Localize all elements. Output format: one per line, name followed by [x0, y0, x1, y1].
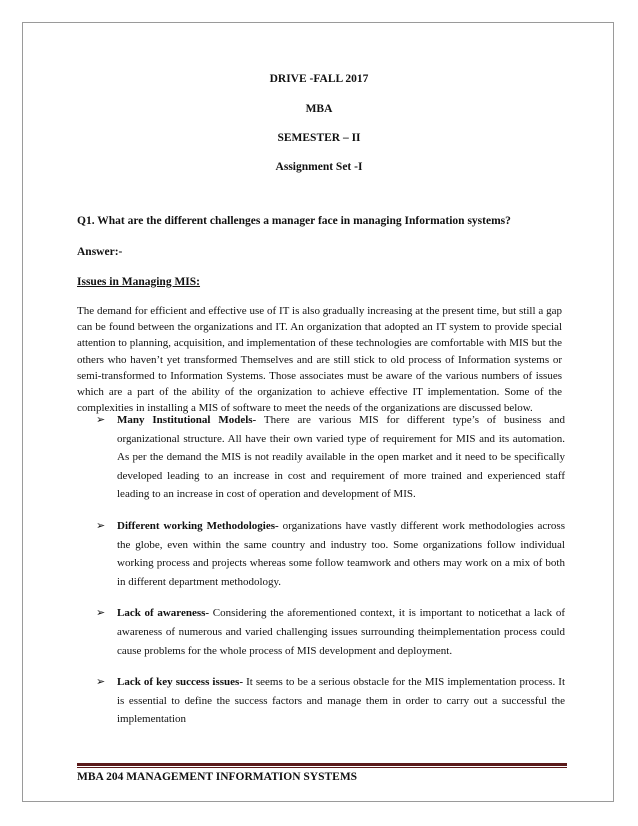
arrow-bullet-icon: ➢: [96, 607, 106, 620]
answer-label: Answer:-: [77, 246, 123, 258]
section-heading: Issues in Managing MIS:: [77, 276, 201, 288]
bullet-text: There are various MIS for different type’s of business and organizational structure. All have their own varied type of requirement for MIS and its automation. As per the demand the MIS is not readily available in the open market and it need to be specifically developed leading to an increase in cost and requirement of more trained and experienced staff leading to an increase in cost of operation and development of MIS.: [117, 414, 565, 501]
bullet-title: Different working Methodologies-: [117, 519, 279, 532]
bullet-text: It seems to be a serious obstacle for the MIS implementation process. It is essential to define the success factors and manage them in order to carry out a successful the implementation: [117, 676, 566, 726]
footer-text: MBA 204 MANAGEMENT INFORMATION SYSTEMS: [77, 771, 358, 783]
bullet-text: organizations have vastly different work methodologies across the globe, even within the same country and industry too. Some organizations follow individual working process and projects whereas some follow teamwork and others may work on a mix of both in different department methodology.: [117, 519, 565, 588]
header-line-4: Assignment Set -I: [275, 161, 363, 173]
bullet-list: [77, 411, 565, 742]
intro-paragraph: The demand for efficient and effective use of IT is also gradually increasing at the present time, but still a gap can be found between the organizations and IT. An organization that adopted an IT system to provide special attention to planning, acquisition, and implementation of these technologies are comfortable with MIS but the others who haven’t yet transformed Themselves and are still stick to old process of Information systems or semi-transformed to Information Systems. Those associates must be aware of the various numbers of issues which are a part of the ability of the organization to achieve effective IT implementation. Some of the complexities in installing a MIS of software to meet the needs of the organizations are discussed below.: [77, 305, 562, 415]
bullet-title: Lack of key success issues-: [117, 676, 243, 689]
header-line-3: SEMESTER – II: [277, 132, 361, 144]
header-line-2: MBA: [305, 103, 333, 115]
footer-rule: [77, 763, 567, 766]
arrow-bullet-icon: ➢: [96, 676, 106, 689]
bullet-item: [77, 517, 565, 591]
bullet-text: Considering the aforementioned context, it is important to noticethat a lack of awareness of numerous and varied challenging issues surrounding theimplementation process could cause problems for the whole process of MIS development and deployment.: [117, 607, 565, 657]
header-line-1: DRIVE -FALL 2017: [269, 73, 369, 85]
arrow-bullet-icon: ➢: [96, 519, 106, 532]
footer-rule-thin: [77, 767, 567, 768]
bullet-item: [77, 604, 565, 660]
question-text: Q1. What are the different challenges a manager face in managing Information systems?: [77, 215, 511, 227]
bullet-title: Lack of awareness-: [117, 607, 210, 620]
arrow-bullet-icon: ➢: [96, 414, 106, 426]
bullet-item: [77, 673, 565, 729]
bullet-item: [77, 411, 565, 504]
bullet-title: Many Institutional Models-: [117, 414, 257, 426]
